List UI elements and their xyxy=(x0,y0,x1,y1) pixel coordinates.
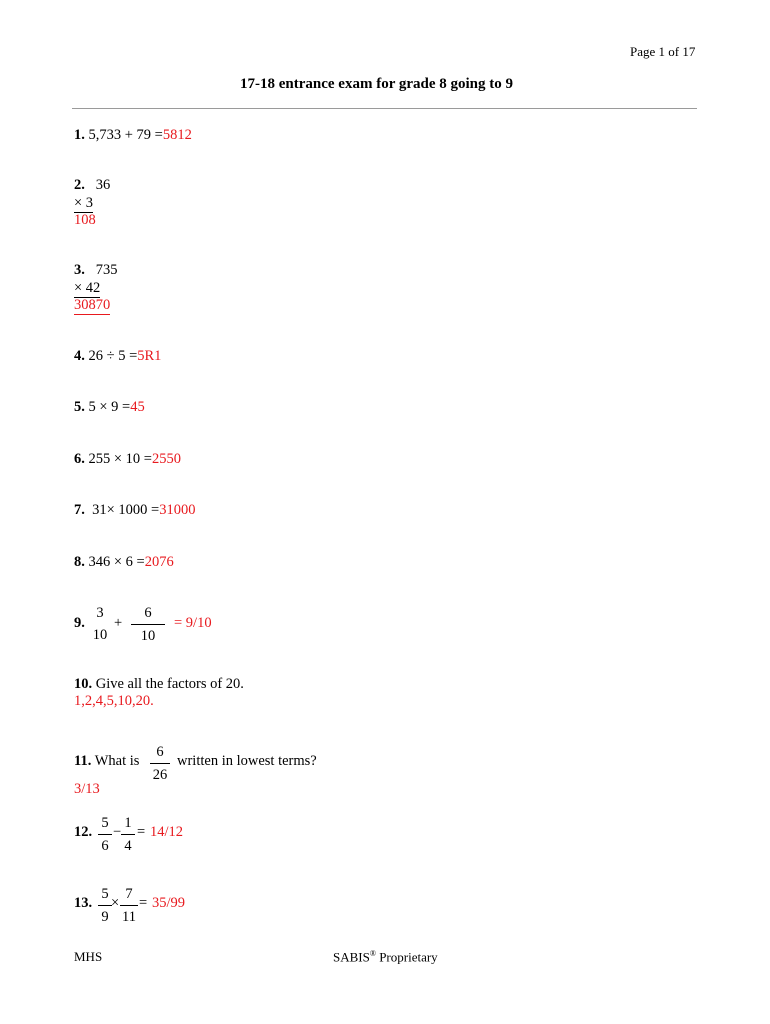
plus-sign: + xyxy=(114,615,123,631)
question-7 xyxy=(74,503,195,518)
page-number: Page 1 of 17 xyxy=(630,44,696,59)
question-text: 31× 1000 = xyxy=(84,502,160,518)
answer: 35/99 xyxy=(152,895,186,911)
multiplier-line: × 3 xyxy=(74,195,94,211)
question-text: 735 xyxy=(95,262,118,278)
question-text: 36 xyxy=(95,177,111,193)
question-number: 12. xyxy=(74,824,93,840)
question-number: 2. xyxy=(74,177,85,193)
question-5 xyxy=(74,400,145,415)
fraction: 1 4 xyxy=(121,815,135,855)
question-text: 5 × 9 = xyxy=(84,399,131,415)
fraction: 6 26 xyxy=(150,744,170,784)
question-1 xyxy=(74,128,192,143)
answer: 14/12 xyxy=(150,824,184,840)
header-divider xyxy=(72,108,697,109)
question-number: 9. xyxy=(74,615,85,631)
answer: 2076 xyxy=(144,554,174,570)
equals-sign: = xyxy=(139,895,148,911)
question-number: 3. xyxy=(74,262,85,278)
answer: 3/13 xyxy=(74,781,100,797)
question-text: 5,733 + 79 = xyxy=(84,127,163,143)
minus-sign: − xyxy=(113,824,122,840)
question-number: 11. xyxy=(74,753,92,769)
question-number: 5. xyxy=(74,399,85,415)
question-text: 346 × 6 = xyxy=(84,554,145,570)
question-text: 26 ÷ 5 = xyxy=(84,348,138,364)
page-title: 17-18 entrance exam for grade 8 going to 9 xyxy=(240,76,514,92)
answer: 108 xyxy=(74,212,96,228)
answer: 5812 xyxy=(162,127,192,143)
question-number: 4. xyxy=(74,348,85,364)
question-3 xyxy=(74,263,118,278)
fraction: 5 6 xyxy=(98,815,112,855)
fraction: 5 9 xyxy=(98,886,112,926)
fraction: 7 11 xyxy=(120,886,138,926)
footer-left: MHS xyxy=(74,949,103,964)
multiplier-line: × 42 xyxy=(74,280,101,296)
question-4 xyxy=(74,349,161,364)
answer: 30870 xyxy=(74,297,111,313)
question-number: 6. xyxy=(74,451,85,467)
question-number: 13. xyxy=(74,895,93,911)
question-11 xyxy=(74,754,139,769)
answer: 45 xyxy=(130,399,145,415)
question-6 xyxy=(74,452,181,467)
question-10 xyxy=(74,677,244,692)
question-text: 255 × 10 = xyxy=(84,451,152,467)
question-number: 1. xyxy=(74,127,85,143)
answer: = 9/10 xyxy=(174,615,212,631)
question-text: Give all the factors of 20. xyxy=(92,676,244,692)
question-number: 8. xyxy=(74,554,85,570)
question-text: What is xyxy=(91,753,140,769)
footer-center: SABIS® Proprietary xyxy=(333,949,438,965)
question-2 xyxy=(74,178,110,193)
question-text: written in lowest terms? xyxy=(177,753,317,769)
fraction: 3 10 xyxy=(92,605,108,643)
answer: 31000 xyxy=(159,502,196,518)
question-number: 10. xyxy=(74,676,93,692)
question-8 xyxy=(74,555,174,570)
answer: 5R1 xyxy=(137,348,162,364)
fraction: 6 10 xyxy=(131,605,165,645)
times-sign: × xyxy=(111,895,120,911)
answer: 1,2,4,5,10,20. xyxy=(74,693,154,709)
question-number: 7. xyxy=(74,502,85,518)
equals-sign: = xyxy=(137,824,146,840)
answer: 2550 xyxy=(151,451,181,467)
